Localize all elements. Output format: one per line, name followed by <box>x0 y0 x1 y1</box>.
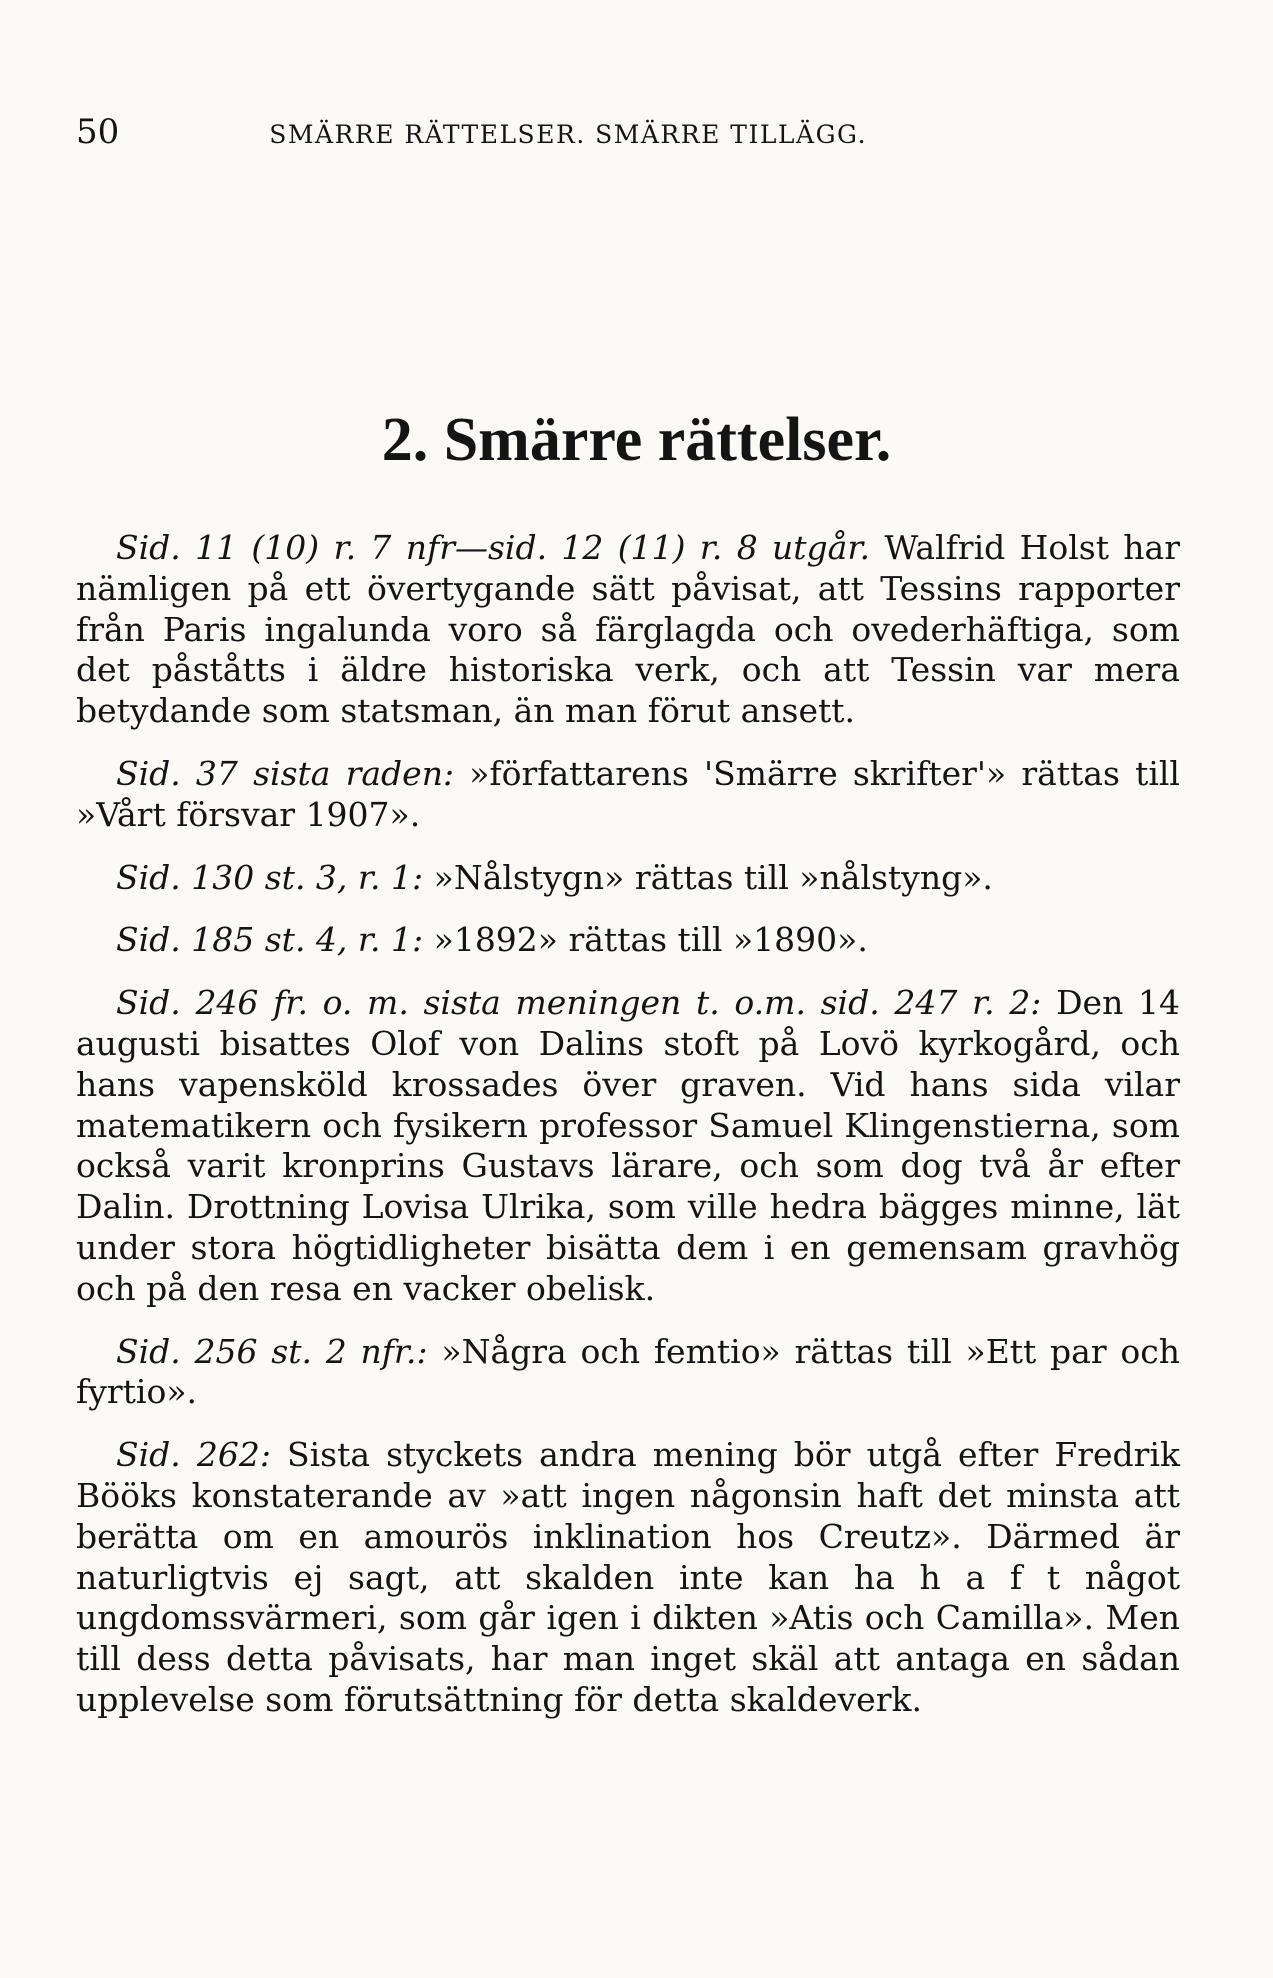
page-reference: Sid. 262: <box>116 1435 271 1475</box>
page-reference: Sid. 130 st. 3, r. 1: <box>116 857 424 897</box>
correction-entry <box>76 920 1180 961</box>
correction-entry <box>76 754 1180 836</box>
correction-text: »författarens 'Smärre skrifter'» rättas till »Vårt försvar 1907». <box>76 753 1180 834</box>
page-reference: Sid. 11 (10) r. 7 nfr—sid. 12 (11) r. 8 utgår. <box>116 528 870 567</box>
correction-entry <box>76 858 1180 899</box>
page-reference: Sid. 256 st. 2 nfr.: <box>116 1331 428 1371</box>
corrections-body <box>76 528 1180 1721</box>
correction-entry <box>76 528 1180 732</box>
correction-text: Den 14 augusti bisattes Olof von Dalins stoft på Lovö kyrkogård, och hans vapensköld krossades över graven. Vid hans sida vilar matematikern och fysikern professor Samuel Klingenstierna, som också varit kronprins Gustavs lärare, och som dog två år efter Dalin. Drottning Lovisa Ulrika, som ville hedra bägges minne, lät under stora högtidligheter bisätta dem i en gemensam gravhög och på den resa en vacker obelisk. <box>76 983 1180 1308</box>
running-title: SMÄRRE RÄTTELSER. SMÄRRE TILLÄGG. <box>269 120 868 149</box>
correction-text: Sista styckets andra mening bör utgå efter Fredrik Bööks konstaterande av »att ingen någonsin haft det minsta att berätta om en amourös inklination hos Creutz». Därmed är naturligtvis ej sagt, att skalden inte kan ha h a f t något ungdomssvärmeri, som går igen i dikten »Atis och Camilla». Men till dess detta påvisats, har man inget skäl att antaga en sådan upplevelse som förutsättning för detta skaldeverk. <box>76 1435 1180 1719</box>
page-reference: Sid. 185 st. 4, r. 1: <box>116 920 424 960</box>
correction-text: »Några och femtio» rättas till »Ett par och fyrtio». <box>76 1331 1180 1412</box>
correction-entry <box>76 1332 1180 1414</box>
section-title: 2. Smärre rättelser. <box>381 406 892 474</box>
correction-text: »Nålstygn» rättas till »nålstyng». <box>423 857 993 897</box>
page-reference: Sid. 246 fr. o. m. sista meningen t. o.m. sid. 247 r. 2: <box>116 983 1042 1023</box>
page-reference: Sid. 37 sista raden: <box>116 753 455 793</box>
correction-entry <box>76 1435 1180 1721</box>
running-head <box>76 112 1176 152</box>
page-number: 50 <box>76 112 120 152</box>
correction-text: Walfrid Holst har nämligen på ett övertygande sätt påvisat, att Tessins rapporter från Paris ingalunda voro så färglagda och ovederhäftiga, som det påståtts i äldre historiska verk, och att Tessin var mera betydande som statsman, än man förut ansett. <box>76 528 1180 731</box>
correction-entry <box>76 983 1180 1309</box>
correction-text: »1892» rättas till »1890». <box>423 920 868 960</box>
